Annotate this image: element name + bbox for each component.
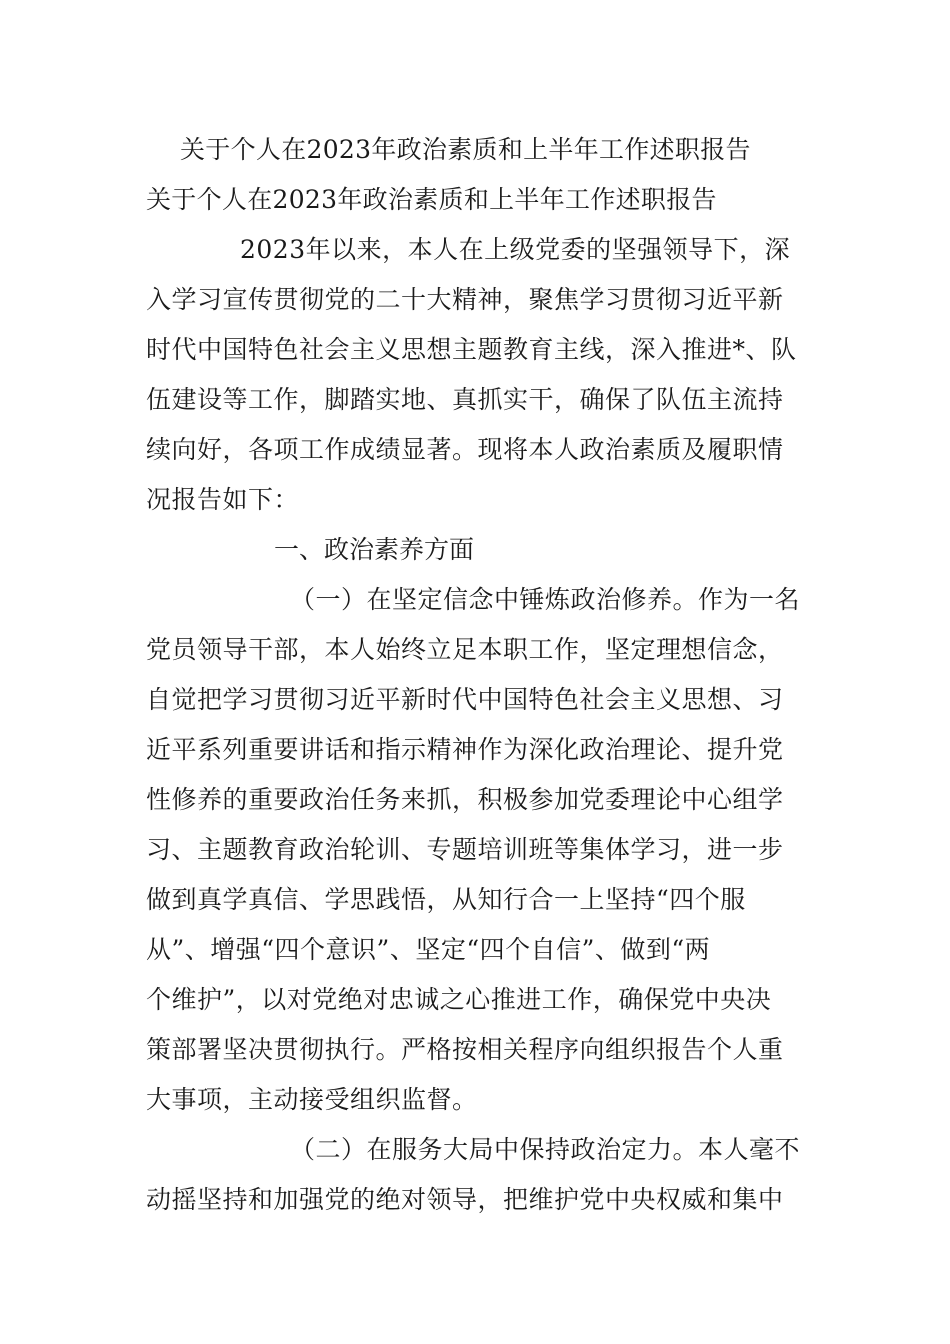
body-line: 策部署坚决贯彻执行。严格按相关程序向组织报告个人重 xyxy=(146,1035,784,1064)
body-line: 做到真学真信、学思践悟，从知行合一上坚持“四个服 xyxy=(146,885,746,914)
body-line: （二）在服务大局中保持政治定力。本人毫不 xyxy=(290,1135,801,1164)
body-line: 个维护”，以对党绝对忠诚之心推进工作，确保党中央决 xyxy=(146,985,772,1014)
body-line: 大事项，主动接受组织监督。 xyxy=(146,1085,478,1114)
body-line: 从”、增强“四个意识”、坚定“四个自信”、做到“两 xyxy=(146,935,711,964)
intro-line: 伍建设等工作，脚踏实地、真抓实干，确保了队伍主流持 xyxy=(146,385,784,414)
intro-line: 续向好，各项工作成绩显著。现将本人政治素质及履职情 xyxy=(146,435,784,464)
section-heading: 一、政治素养方面 xyxy=(274,535,475,564)
body-line: 动摇坚持和加强党的绝对领导，把维护党中央权威和集中 xyxy=(146,1185,784,1214)
intro-line: 入学习宣传贯彻党的二十大精神，聚焦学习贯彻习近平新 xyxy=(146,285,784,314)
body-line: 党员领导干部，本人始终立足本职工作，坚定理想信念， xyxy=(146,635,784,664)
body-line: 习、主题教育政治轮训、专题培训班等集体学习，进一步 xyxy=(146,835,784,864)
intro-line: 况报告如下： xyxy=(146,485,300,514)
body-line: 近平系列重要讲话和指示精神作为深化政治理论、提升党 xyxy=(146,735,784,764)
intro-line: 2023年以来，本人在上级党委的坚强领导下，深 xyxy=(240,235,791,264)
intro-line: 时代中国特色社会主义思想主题教育主线，深入推进*、队 xyxy=(146,335,797,364)
body-line: 自觉把学习贯彻习近平新时代中国特色社会主义思想、习 xyxy=(146,685,784,714)
document-title: 关于个人在2023年政治素质和上半年工作述职报告 xyxy=(180,135,751,164)
body-line: （一）在坚定信念中锤炼政治修养。作为一名 xyxy=(290,585,801,614)
document-title-repeat: 关于个人在2023年政治素质和上半年工作述职报告 xyxy=(146,185,717,214)
body-line: 性修养的重要政治任务来抓，积极参加党委理论中心组学 xyxy=(146,785,784,814)
